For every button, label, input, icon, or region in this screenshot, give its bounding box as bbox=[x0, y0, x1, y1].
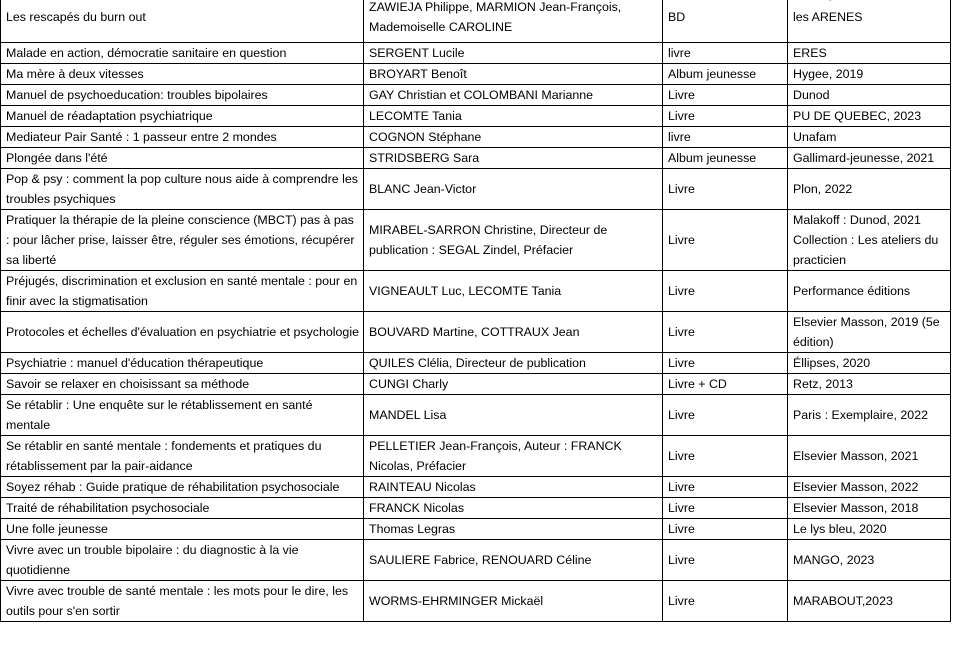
author-cell[interactable] bbox=[364, 477, 663, 498]
publisher-text: PU DE QUEBEC, 2023 bbox=[793, 109, 922, 123]
publisher-cell[interactable] bbox=[788, 43, 951, 64]
type-cell[interactable] bbox=[663, 498, 788, 519]
publisher-text: Dunod bbox=[793, 88, 830, 102]
title-text: Ma mère à deux vitesses bbox=[6, 67, 144, 81]
publisher-cell[interactable] bbox=[788, 477, 951, 498]
table-row bbox=[1, 64, 951, 85]
type-cell[interactable] bbox=[663, 148, 788, 169]
table-row bbox=[1, 374, 951, 395]
title-text: Soyez réhab : Guide pratique de réhabilitation psychosociale bbox=[6, 480, 340, 494]
publisher-text: Gallimard-jeunesse, 2021 bbox=[793, 151, 935, 165]
author-cell[interactable] bbox=[364, 43, 663, 64]
publisher-text: Retz, 2013 bbox=[793, 377, 853, 391]
publisher-cell[interactable] bbox=[788, 64, 951, 85]
author-text: LECOMTE Tania bbox=[369, 109, 462, 123]
type-text: Livre bbox=[668, 480, 695, 494]
author-text: CUNGI Charly bbox=[369, 377, 449, 391]
title-cell[interactable] bbox=[1, 436, 364, 477]
title-text: Pratiquer la thérapie de la pleine conscience (MBCT) pas à pas : pour lâcher prise, laisser être, réguler ses émotions, récupérer sa liberté bbox=[6, 213, 355, 267]
publisher-cell[interactable] bbox=[788, 312, 951, 353]
title-cell[interactable] bbox=[1, 271, 364, 312]
author-text: GAY Christian et COLOMBANI Marianne bbox=[369, 88, 594, 102]
title-cell[interactable] bbox=[1, 0, 364, 43]
title-cell[interactable] bbox=[1, 581, 364, 622]
title-text: Se rétablir : Une enquête sur le rétablissement en santé mentale bbox=[6, 398, 313, 432]
table-row bbox=[1, 210, 951, 271]
author-text: BROYART Benoît bbox=[369, 67, 467, 81]
author-text: QUILES Clélia, Directeur de publication bbox=[369, 356, 586, 370]
title-cell[interactable] bbox=[1, 210, 364, 271]
publisher-cell[interactable] bbox=[788, 395, 951, 436]
type-text: Livre bbox=[668, 594, 695, 608]
type-text: livre bbox=[668, 46, 691, 60]
type-text: Album jeunesse bbox=[668, 151, 757, 165]
publisher-cell[interactable] bbox=[788, 436, 951, 477]
publisher-text: MANGO, 2023 bbox=[793, 553, 875, 567]
table-row bbox=[1, 519, 951, 540]
type-cell[interactable] bbox=[663, 436, 788, 477]
author-text: MIRABEL-SARRON Christine, Directeur de publication : SEGAL Zindel, Préfacier bbox=[369, 223, 608, 257]
table-row bbox=[1, 0, 951, 43]
publisher-cell[interactable] bbox=[788, 271, 951, 312]
type-cell[interactable] bbox=[663, 540, 788, 581]
author-text: SAULIERE Fabrice, RENOUARD Céline bbox=[369, 553, 592, 567]
author-cell[interactable] bbox=[364, 0, 663, 43]
type-text: Livre bbox=[668, 356, 695, 370]
type-text: BD bbox=[668, 9, 686, 24]
author-cell[interactable] bbox=[364, 271, 663, 312]
publisher-text: Le lys bleu, 2020 bbox=[793, 522, 887, 536]
publisher-cell[interactable] bbox=[788, 519, 951, 540]
title-text: Une folle jeunesse bbox=[6, 522, 108, 536]
type-cell[interactable] bbox=[663, 312, 788, 353]
title-cell[interactable] bbox=[1, 169, 364, 210]
table-row bbox=[1, 477, 951, 498]
title-text: Manuel de psychoeducation: troubles bipolaires bbox=[6, 88, 268, 102]
publisher-text: Performance éditions bbox=[793, 284, 911, 298]
title-text: Protocoles et échelles d'évaluation en psychiatrie et psychologie bbox=[6, 325, 359, 339]
type-text: Livre + CD bbox=[668, 377, 727, 391]
publisher-text: Éllipses, 2020 bbox=[793, 356, 871, 370]
author-cell[interactable] bbox=[364, 519, 663, 540]
title-cell[interactable] bbox=[1, 148, 364, 169]
table-row bbox=[1, 353, 951, 374]
type-text: Livre bbox=[668, 88, 695, 102]
author-text: PELLETIER Jean-François, Auteur : FRANCK Nicolas, Préfacier bbox=[369, 439, 622, 473]
author-text: FRANCK Nicolas bbox=[369, 501, 465, 515]
type-cell[interactable] bbox=[663, 169, 788, 210]
table-row bbox=[1, 271, 951, 312]
type-text: Livre bbox=[668, 182, 695, 196]
publisher-cell[interactable] bbox=[788, 148, 951, 169]
author-cell[interactable] bbox=[364, 85, 663, 106]
author-text: BLANC Jean-Victor bbox=[369, 182, 477, 196]
author-text: BOUVARD Martine, COTTRAUX Jean bbox=[369, 325, 580, 339]
publisher-text: Elsevier Masson, 2018 bbox=[793, 501, 919, 515]
author-text: SERGENT Lucile bbox=[369, 46, 465, 60]
publisher-text: ERES bbox=[793, 46, 827, 60]
publisher-cell[interactable] bbox=[788, 0, 951, 43]
title-text: Se rétablir en santé mentale : fondements et pratiques du rétablissement par la pair-aidance bbox=[6, 439, 322, 473]
author-cell[interactable] bbox=[364, 374, 663, 395]
author-cell[interactable] bbox=[364, 169, 663, 210]
type-cell[interactable] bbox=[663, 581, 788, 622]
table-row bbox=[1, 106, 951, 127]
author-cell[interactable] bbox=[364, 436, 663, 477]
title-text: Préjugés, discrimination et exclusion en santé mentale : pour en finir avec la stigmatisation bbox=[6, 274, 358, 308]
type-text: Livre bbox=[668, 408, 695, 422]
table-row bbox=[1, 169, 951, 210]
title-cell[interactable] bbox=[1, 374, 364, 395]
author-text: STRIDSBERG Sara bbox=[369, 151, 480, 165]
type-text: Livre bbox=[668, 449, 695, 463]
title-cell[interactable] bbox=[1, 64, 364, 85]
type-cell[interactable] bbox=[663, 353, 788, 374]
title-text: Psychiatrie : manuel d'éducation thérapeutique bbox=[6, 356, 264, 370]
type-cell[interactable] bbox=[663, 519, 788, 540]
publisher-top-fragment bbox=[793, 0, 946, 1]
title-text: Traité de réhabilitation psychosociale bbox=[6, 501, 210, 515]
type-cell[interactable] bbox=[663, 0, 788, 43]
type-text: Livre bbox=[668, 109, 695, 123]
publisher-cell[interactable] bbox=[788, 85, 951, 106]
type-text: livre bbox=[668, 130, 691, 144]
publisher-cell[interactable] bbox=[788, 127, 951, 148]
author-text: RAINTEAU Nicolas bbox=[369, 480, 476, 494]
table-row bbox=[1, 85, 951, 106]
publisher-text: MARABOUT,2023 bbox=[793, 594, 893, 608]
table-row bbox=[1, 581, 951, 622]
author-cell[interactable] bbox=[364, 64, 663, 85]
publisher-text: Plon, 2022 bbox=[793, 182, 853, 196]
publisher-cell[interactable] bbox=[788, 353, 951, 374]
type-cell[interactable] bbox=[663, 210, 788, 271]
type-text: Livre bbox=[668, 553, 695, 567]
title-text: Mediateur Pair Santé : 1 passeur entre 2 mondes bbox=[6, 130, 277, 144]
publisher-cell[interactable] bbox=[788, 106, 951, 127]
author-text: WORMS-EHRMINGER Mickaël bbox=[369, 594, 544, 608]
title-cell[interactable] bbox=[1, 85, 364, 106]
type-cell[interactable] bbox=[663, 64, 788, 85]
type-text: Livre bbox=[668, 233, 695, 247]
author-text: COGNON Stéphane bbox=[369, 130, 482, 144]
type-text: Livre bbox=[668, 284, 695, 298]
title-cell[interactable] bbox=[1, 312, 364, 353]
publisher-text: Unafam bbox=[793, 130, 837, 144]
publisher-text: les ARENES bbox=[793, 10, 863, 24]
publisher-cell[interactable] bbox=[788, 498, 951, 519]
author-cell[interactable] bbox=[364, 106, 663, 127]
author-cell[interactable] bbox=[364, 210, 663, 271]
table-row bbox=[1, 540, 951, 581]
author-cell[interactable] bbox=[364, 148, 663, 169]
title-text: Savoir se relaxer en choisissant sa méthode bbox=[6, 377, 250, 391]
title-cell[interactable] bbox=[1, 395, 364, 436]
type-cell[interactable] bbox=[663, 127, 788, 148]
author-cell[interactable] bbox=[364, 127, 663, 148]
publisher-text: Elsevier Masson, 2021 bbox=[793, 449, 919, 463]
author-cell[interactable] bbox=[364, 353, 663, 374]
title-text: Les rescapés du burn out bbox=[6, 9, 146, 24]
table-row bbox=[1, 436, 951, 477]
author-cell[interactable] bbox=[364, 540, 663, 581]
type-cell[interactable] bbox=[663, 271, 788, 312]
type-text: Livre bbox=[668, 522, 695, 536]
publisher-text: Elsevier Masson, 2022 bbox=[793, 480, 919, 494]
title-cell[interactable] bbox=[1, 477, 364, 498]
author-cell[interactable] bbox=[364, 395, 663, 436]
type-cell[interactable] bbox=[663, 106, 788, 127]
publisher-text: Malakoff : Dunod, 2021 Collection : Les ateliers du practicien bbox=[793, 213, 939, 267]
title-text: Manuel de réadaptation psychiatrique bbox=[6, 109, 213, 123]
book-list-body bbox=[1, 0, 951, 622]
title-cell[interactable] bbox=[1, 498, 364, 519]
title-text: Malade en action, démocratie sanitaire en question bbox=[6, 46, 287, 60]
title-cell[interactable] bbox=[1, 540, 364, 581]
table-row bbox=[1, 148, 951, 169]
author-text: VIGNEAULT Luc, LECOMTE Tania bbox=[369, 284, 562, 298]
title-text: Plongée dans l'été bbox=[6, 151, 108, 165]
author-cell[interactable] bbox=[364, 312, 663, 353]
table-row bbox=[1, 498, 951, 519]
table-row bbox=[1, 43, 951, 64]
author-text: MANDEL Lisa bbox=[369, 408, 447, 422]
title-cell[interactable] bbox=[1, 127, 364, 148]
author-text: Thomas Legras bbox=[369, 522, 456, 536]
publisher-text: Paris : Exemplaire, 2022 bbox=[793, 408, 928, 422]
type-cell[interactable] bbox=[663, 395, 788, 436]
publisher-cell[interactable] bbox=[788, 540, 951, 581]
type-cell[interactable] bbox=[663, 85, 788, 106]
publisher-cell[interactable] bbox=[788, 374, 951, 395]
type-cell[interactable] bbox=[663, 374, 788, 395]
title-cell[interactable] bbox=[1, 106, 364, 127]
title-text: Vivre avec trouble de santé mentale : les mots pour le dire, les outils pour s'en sortir bbox=[6, 584, 349, 618]
title-text: Pop & psy : comment la pop culture nous aide à comprendre les troubles psychiques bbox=[6, 172, 358, 206]
table-row bbox=[1, 395, 951, 436]
table-row bbox=[1, 312, 951, 353]
publisher-cell[interactable] bbox=[788, 169, 951, 210]
publisher-text: Hygee, 2019 bbox=[793, 67, 864, 81]
title-cell[interactable] bbox=[1, 353, 364, 374]
title-text: Vivre avec un trouble bipolaire : du diagnostic à la vie quotidienne bbox=[6, 543, 299, 577]
table-row bbox=[1, 127, 951, 148]
publisher-cell[interactable] bbox=[788, 210, 951, 271]
type-cell[interactable] bbox=[663, 43, 788, 64]
title-cell[interactable] bbox=[1, 43, 364, 64]
publisher-text: Elsevier Masson, 2019 (5e édition) bbox=[793, 315, 940, 349]
publisher-cell[interactable] bbox=[788, 581, 951, 622]
author-cell[interactable] bbox=[364, 498, 663, 519]
type-text: Album jeunesse bbox=[668, 67, 757, 81]
type-cell[interactable] bbox=[663, 477, 788, 498]
author-text: ZAWIEJA Philippe, MARMION Jean-François, Mademoiselle CAROLINE bbox=[369, 0, 622, 34]
type-text: Livre bbox=[668, 325, 695, 339]
title-cell[interactable] bbox=[1, 519, 364, 540]
type-text: Livre bbox=[668, 501, 695, 515]
author-cell[interactable] bbox=[364, 581, 663, 622]
